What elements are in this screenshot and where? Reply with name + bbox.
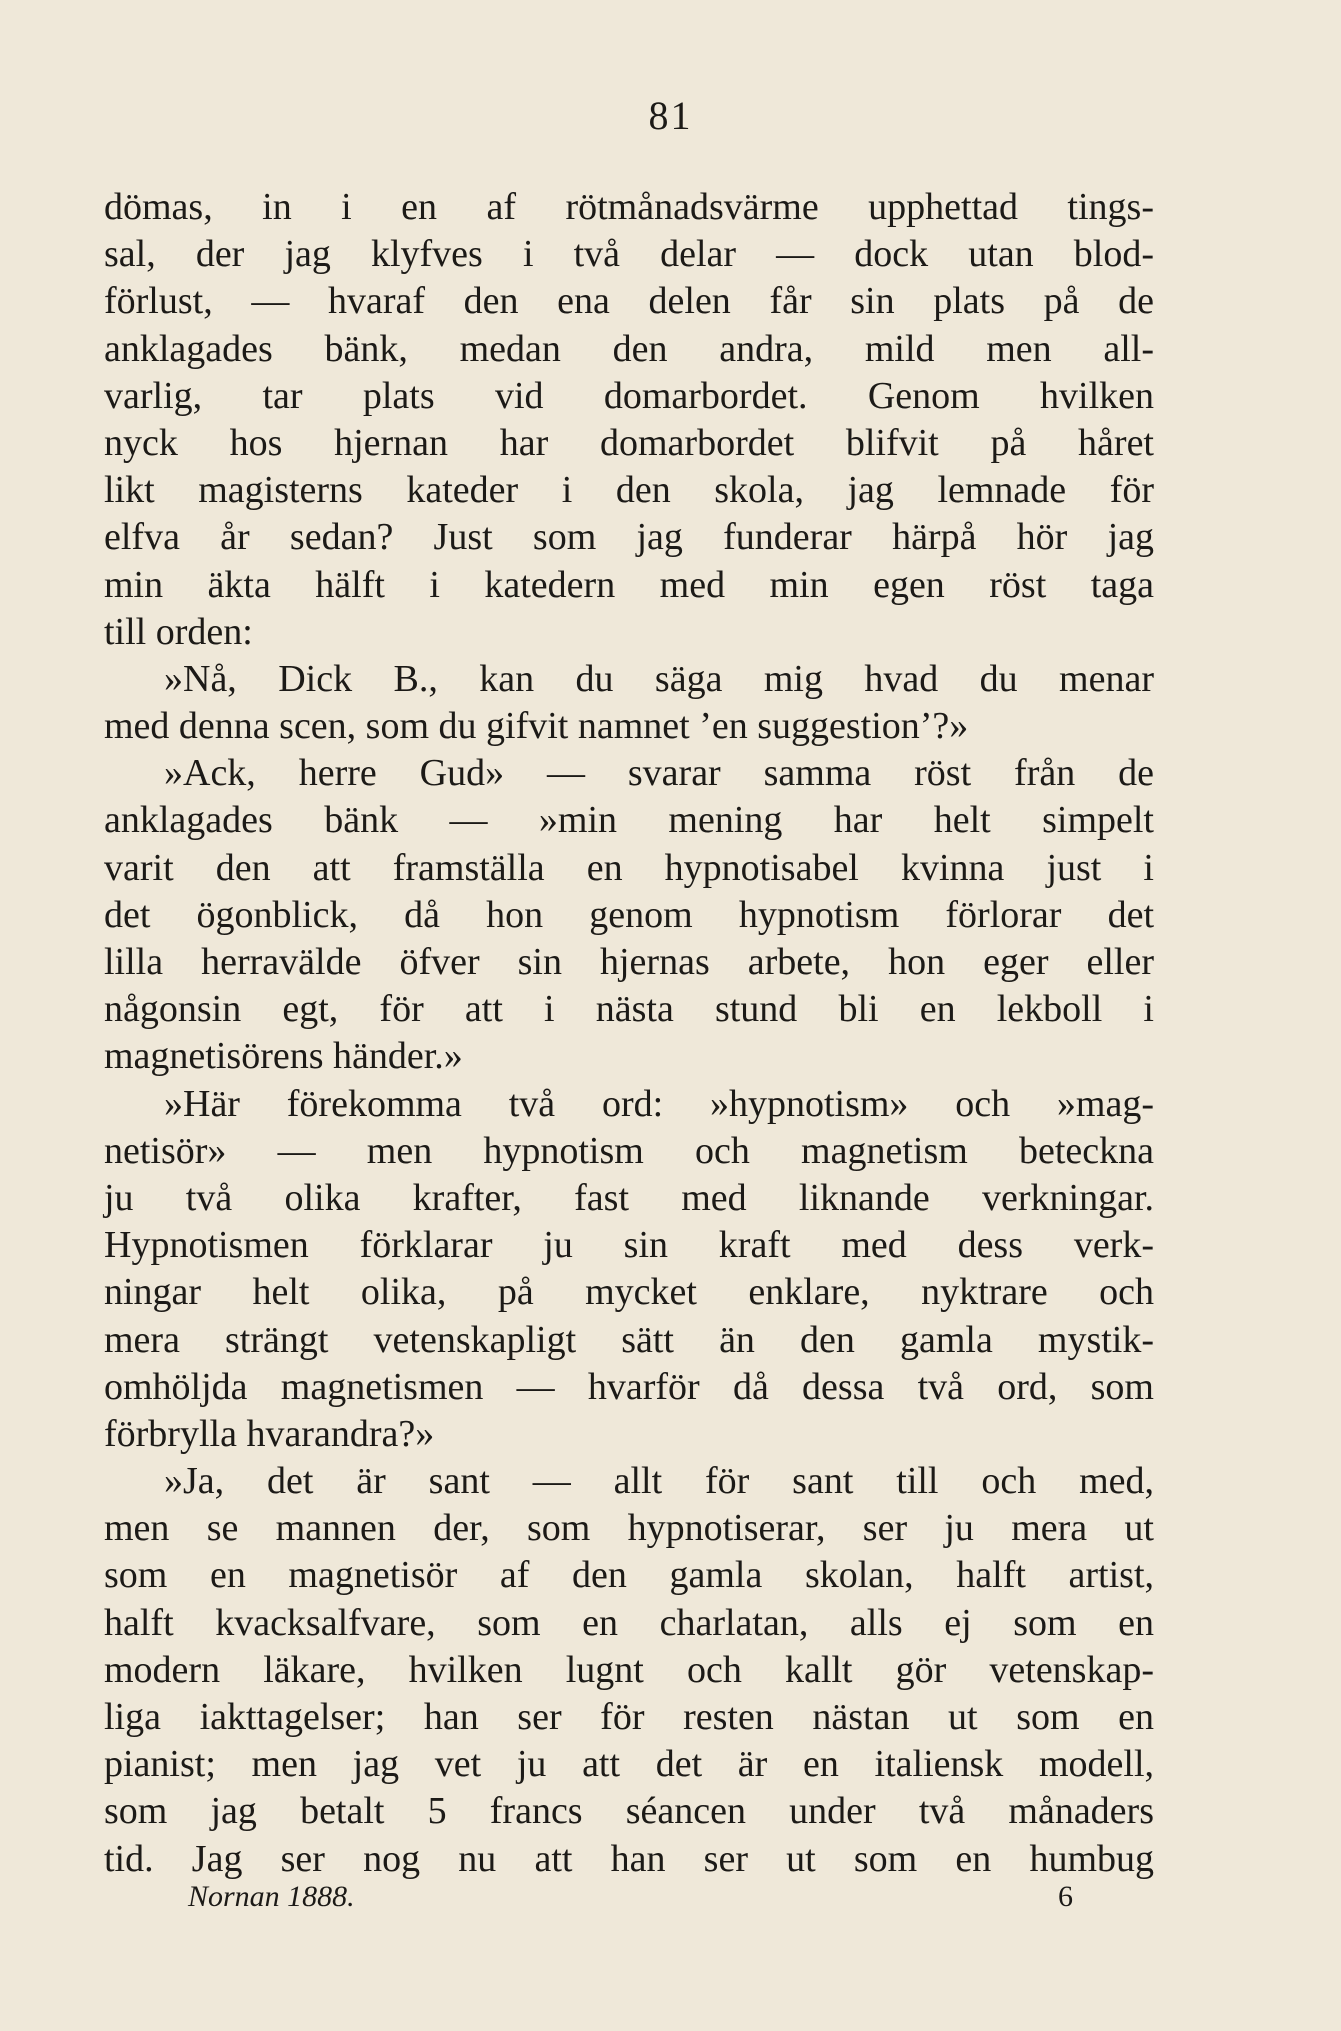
text-line: modern läkare, hvilken lugnt och kallt gör vetenskap- <box>104 1648 1154 1691</box>
text-line: till orden: <box>104 610 253 653</box>
page-footer <box>104 1880 1154 1924</box>
text-line: tid. Jag ser nog nu att han ser ut som en humbug <box>104 1837 1154 1880</box>
text-line: mera strängt vetenskapligt sätt än den gamla mystik- <box>104 1318 1154 1361</box>
text-line: ningar helt olika, på mycket enklare, nyktrare och <box>104 1271 1154 1314</box>
text-line: magnetisörens händer.» <box>104 1035 463 1078</box>
text-line: anklagades bänk — »min mening har helt simpelt <box>104 799 1154 842</box>
text-line: halft kvacksalfvare, som en charlatan, alls ej som en <box>104 1601 1154 1644</box>
page-number: 81 <box>648 93 693 138</box>
text-line: pianist; men jag vet ju att det är en italiensk modell, <box>104 1743 1154 1786</box>
text-line: förbrylla hvarandra?» <box>104 1412 435 1455</box>
text-line: »Ack, herre Gud» — svarar samma röst från de <box>164 752 1154 795</box>
text-line: lilla herravälde öfver sin hjernas arbete, hon eger eller <box>104 941 1154 983</box>
text-line: likt magisterns kateder i den skola, jag lemnade för <box>104 469 1154 512</box>
text-line: som jag betalt 5 francs séancen under två månaders <box>104 1790 1154 1833</box>
text-line: »Här förekomma två ord: »hypnotism» och »mag- <box>164 1082 1154 1125</box>
text-line: sal, der jag klyfves i två delar — dock utan blod- <box>104 233 1154 276</box>
text-line: någonsin egt, för att i nästa stund bli en lekboll i <box>104 988 1154 1031</box>
text-line: förlust, — hvaraf den ena delen får sin plats på de <box>104 280 1154 323</box>
text-line: det ögonblick, då hon genom hypnotism förlorar det <box>104 893 1154 936</box>
text-line: med denna scen, som du gifvit namnet ’en suggestion’?» <box>104 705 969 748</box>
text-line: som en magnetisör af den gamla skolan, halft artist, <box>104 1554 1154 1597</box>
printer-signature: Nornan 1888. <box>188 1880 355 1913</box>
text-line: varit den att framställa en hypnotisabel kvinna just i <box>104 846 1154 889</box>
sheet-number: 6 <box>1058 1880 1073 1913</box>
text-line: Hypnotismen förklarar ju sin kraft med dess verk- <box>104 1224 1154 1267</box>
text-line: min äkta hälft i katedern med min egen röst taga <box>104 563 1154 606</box>
text-line: »Ja, det är sant — allt för sant till och med, <box>164 1460 1154 1503</box>
text-line: anklagades bänk, medan den andra, mild men all- <box>104 327 1154 370</box>
body-text <box>104 184 1154 1883</box>
text-line: ju två olika krafter, fast med liknande verkningar. <box>104 1176 1154 1219</box>
text-line: liga iakttagelser; han ser för resten nästan ut som en <box>104 1696 1154 1738</box>
text-line: »Nå, Dick B., kan du säga mig hvad du menar <box>164 657 1154 700</box>
text-line: nyck hos hjernan har domarbordet blifvit på håret <box>104 421 1154 464</box>
text-line: elfva år sedan? Just som jag funderar härpå hör jag <box>104 516 1154 559</box>
text-line: dömas, in i en af rötmånadsvärme upphettad tings- <box>104 186 1154 228</box>
text-line: omhöljda magnetismen — hvarför då dessa två ord, som <box>104 1365 1154 1408</box>
text-line: netisör» — men hypnotism och magnetism beteckna <box>104 1129 1154 1172</box>
text-line: men se mannen der, som hypnotiserar, ser ju mera ut <box>104 1507 1154 1550</box>
text-line: varlig, tar plats vid domarbordet. Genom hvilken <box>104 374 1154 417</box>
